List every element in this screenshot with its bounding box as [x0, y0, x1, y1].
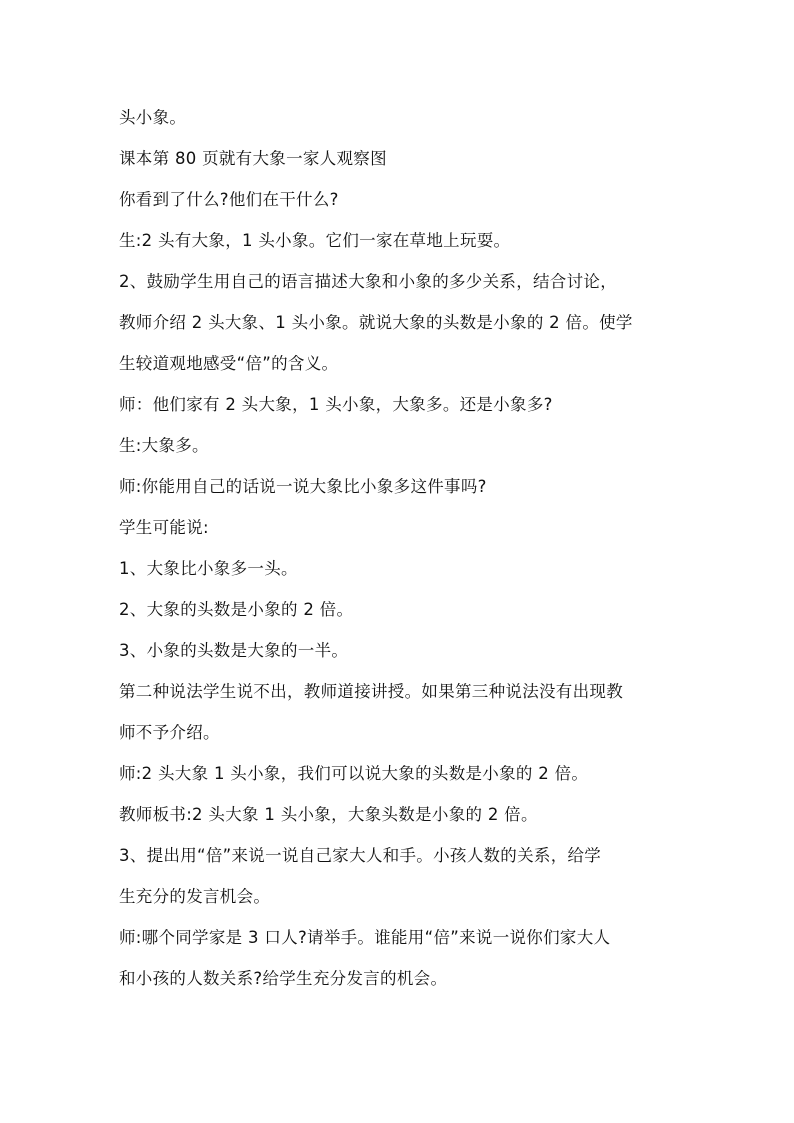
text-line: 头小象。	[119, 108, 187, 127]
text-line: 学生可能说:	[119, 518, 209, 537]
text-line: 生:大象多。	[119, 436, 209, 455]
text-line: 第二种说法学生说不出，教师道接讲授。如果第三种说法没有出现教	[119, 682, 623, 701]
text-line: 师：他们家有 2 头大象，1 头小象，大象多。还是小象多?	[119, 395, 553, 414]
text-line: 1、大象比小象多一头。	[119, 559, 298, 578]
text-line: 教师介绍 2 头大象、1 头小象。就说大象的头数是小象的 2 倍。使学	[119, 313, 633, 332]
text-line: 和小孩的人数关系?给学生充分发言的机会。	[119, 969, 448, 988]
text-line: 3、小象的头数是大象的一半。	[119, 641, 349, 660]
text-line: 生充分的发言机会。	[119, 887, 271, 906]
text-line: 生:2 头有大象，1 头小象。它们一家在草地上玩耍。	[119, 231, 511, 250]
text-line: 师:哪个同学家是 3 口人?请举手。谁能用“倍”来说一说你们家大人	[119, 928, 611, 947]
text-line: 师不予介绍。	[119, 723, 220, 742]
text-line: 2、鼓励学生用自己的语言描述大象和小象的多少关系，结合讨论，	[119, 272, 617, 291]
text-line: 你看到了什么?他们在干什么?	[119, 190, 339, 209]
text-line: 2、大象的头数是小象的 2 倍。	[119, 600, 354, 619]
document-body	[119, 103, 679, 1005]
text-line: 师:2 头大象 1 头小象，我们可以说大象的头数是小象的 2 倍。	[119, 764, 589, 783]
text-line: 课本第 80 页就有大象一家人观察图	[119, 149, 387, 168]
text-line: 生较道观地感受“倍”的含义。	[119, 354, 339, 373]
text-line: 教师板书:2 头大象 1 头小象，大象头数是小象的 2 倍。	[119, 805, 538, 824]
text-line: 3、提出用“倍”来说一说自己家大人和手。小孩人数的关系，给学	[119, 846, 602, 865]
text-line: 师:你能用自己的话说一说大象比小象多这件事吗?	[119, 477, 487, 496]
